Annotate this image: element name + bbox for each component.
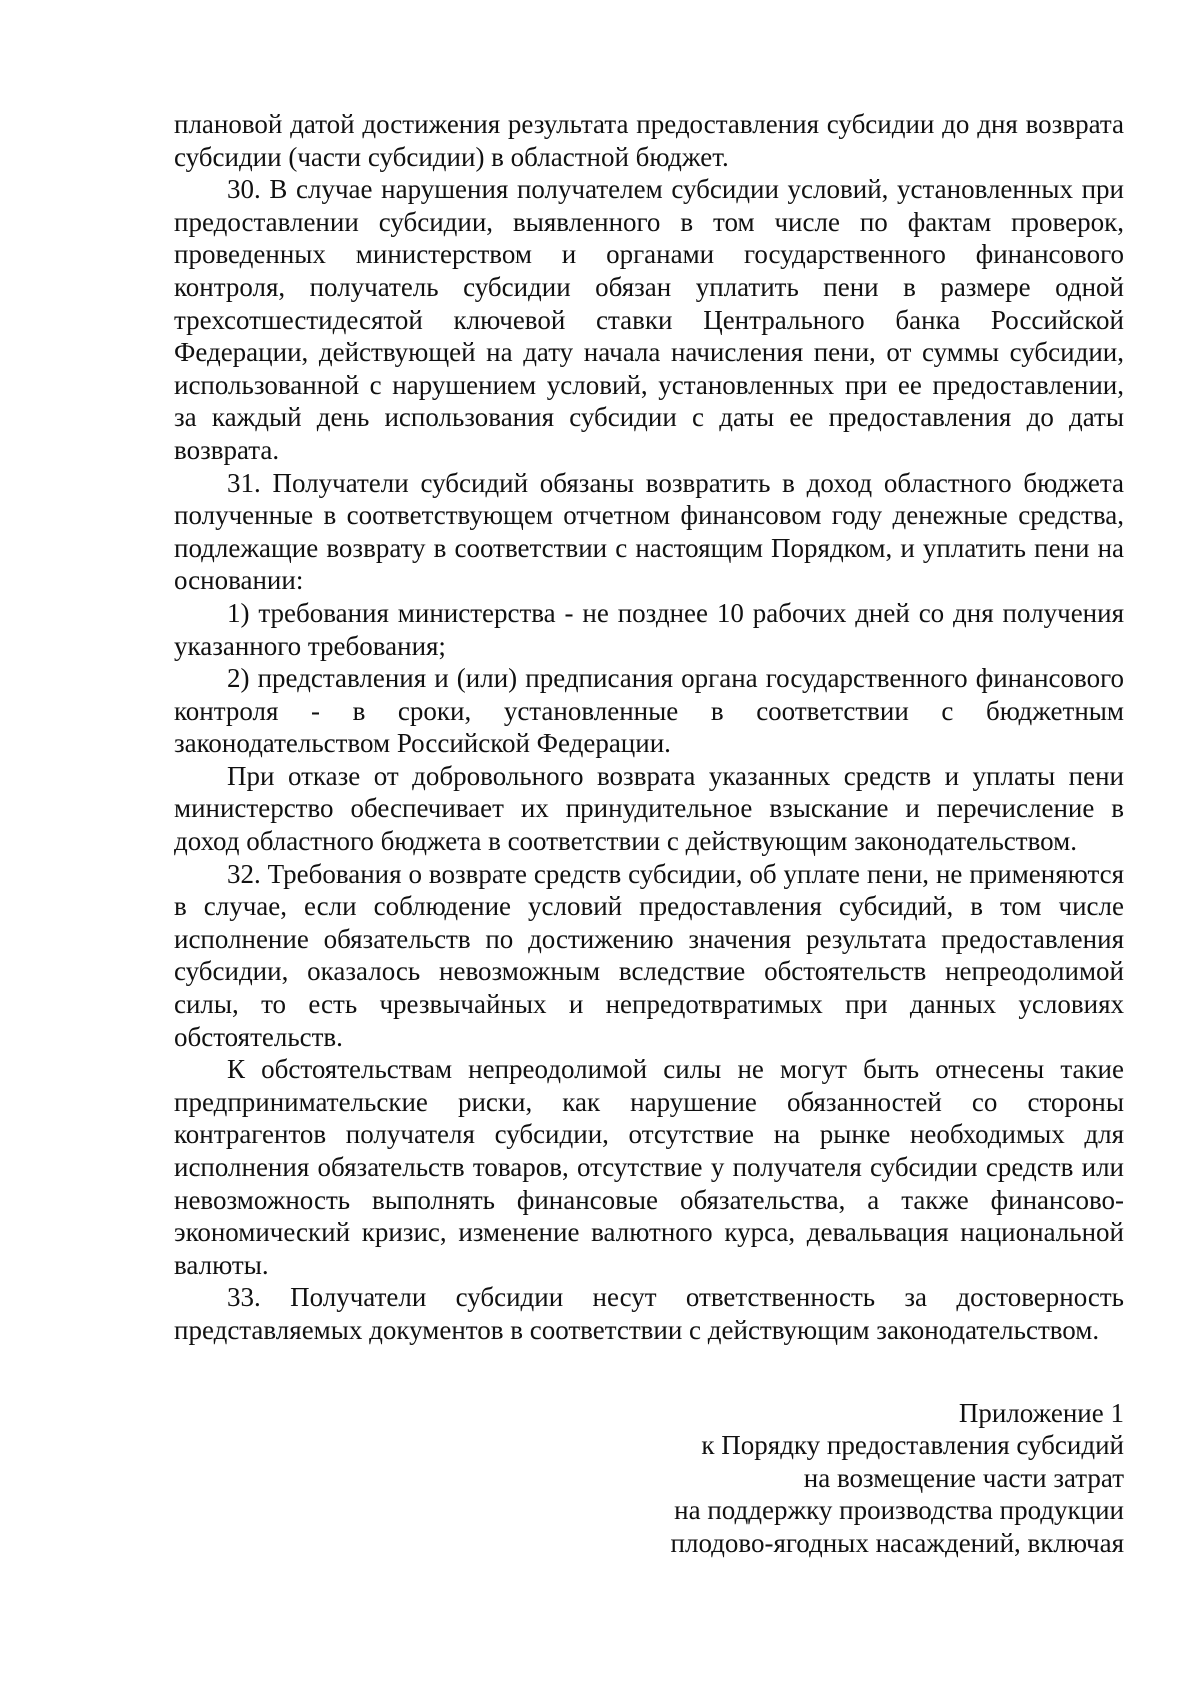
paragraph-31-item-1: 1) требования министерства - не позднее 10 рабочих дней со дня получения указанного требования; [174,597,1124,661]
paragraph-32: 32. Требования о возврате средств субсидии, об уплате пени, не применяются в случае, если соблюдение условий предоставления субсидий, в том числе исполнение обязательств по достижению значения результата предоставления субсидии, оказалось невозможным вследствие обстоятельств непреодолимой силы, то есть чрезвычайных и непредотвратимых при данных условиях обстоятельств. [174,858,1124,1052]
paragraph-force-majeure: К обстоятельствам непреодолимой силы не могут быть отнесены такие предпринимательские риски, как нарушение обязанностей со стороны контрагентов получателя субсидии, отсутствие на рынке необходимых для исполнения обязательств товаров, отсутствие у получателя субсидии средств или невозможность выполнять финансовые обязательства, а также финансово-экономический кризис, изменение валютного курса, девальвация национальной валюты. [174,1054,1124,1280]
paragraph-30: 30. В случае нарушения получателем субсидии условий, установленных при предоставлении субсидии, выявленного в том числе по фактам проверок, проведенных министерством и органами государственного финансового контроля, получатель субсидии обязан уплатить пени в размере одной трехсотшестидесятой ключевой ставки Центрального банка Российской Федерации, действующей на дату начала начисления пени, от суммы субсидии, использованной с нарушением условий, установленных при ее предоставлении, за каждый день использования субсидии с даты ее предоставления до даты возврата. [174,174,1124,465]
annex-line-1: Приложение 1 [958,1397,1124,1428]
paragraph-33: 33. Получатели субсидии несут ответственность за достоверность представляемых документов в соответствии с действующим законодательством. [174,1282,1124,1345]
document-body [174,108,1124,1347]
document-page [174,108,1124,1560]
paragraph-31: 31. Получатели субсидий обязаны возвратить в доход областного бюджета полученные в соответствующем отчетном финансовом году денежные средства, подлежащие возврату в соответствии с настоящим Порядком, и уплатить пени на основании: [174,467,1124,596]
paragraph-0: плановой датой достижения результата предоставления субсидии до дня возврата субсидии (части субсидии) в областной бюджет. [174,109,1124,172]
annex-line-2: к Порядку предоставления субсидий [701,1430,1124,1461]
paragraph-31-item-2: 2) представления и (или) предписания органа государственного финансового контроля - в сроки, установленные в соответствии с бюджетным законодательством Российской Федерации. [174,663,1124,759]
paragraph-refusal: При отказе от добровольного возврата указанных средств и уплаты пени министерство обеспечивает их принудительное взыскание и перечисление в доход областного бюджета в соответствии с действующим законодательством. [174,760,1124,857]
annex-header [174,1397,1124,1560]
annex-line-4: на поддержку производства продукции [674,1495,1124,1526]
annex-line-3: на возмещение части затрат [803,1462,1124,1493]
annex-line-5: плодово-ягодных насаждений, включая [670,1527,1124,1558]
